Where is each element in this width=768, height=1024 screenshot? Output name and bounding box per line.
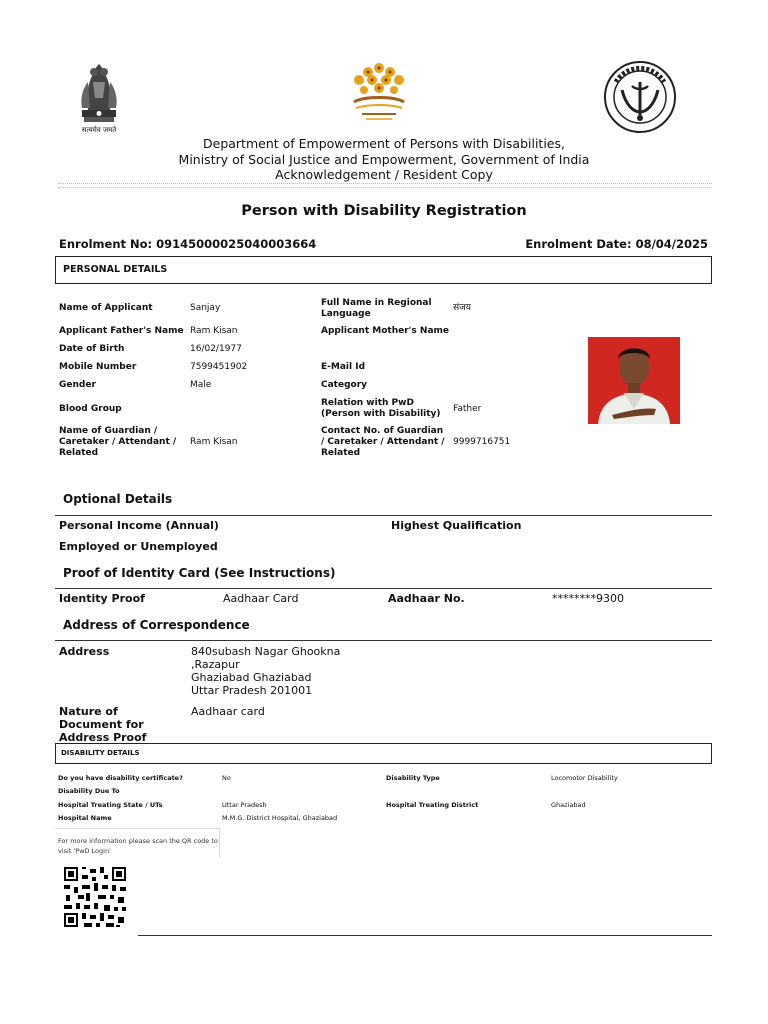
- personal-details-header: [55, 256, 712, 284]
- father-name-label: Applicant Father's Name: [59, 326, 184, 336]
- address-document-value: Aadhaar card: [191, 705, 265, 718]
- guardian-contact-label: Contact No. of Guardian / Caretaker / Attendant / Related: [321, 426, 445, 458]
- gender-label: Gender: [59, 380, 96, 390]
- identity-proof-label: Identity Proof: [59, 592, 145, 605]
- up-government-seal: [602, 60, 678, 134]
- enrolment-no-value: 09145000025040003664: [156, 237, 317, 251]
- regional-name-label: Full Name in Regional Language: [321, 298, 432, 319]
- qr-note: For more information please scan the QR code to visit 'PwD Login': [58, 837, 218, 855]
- regional-name-value: संजय: [453, 303, 471, 313]
- address-line-3: Ghaziabad Ghaziabad: [191, 671, 312, 684]
- disability-type-value: Locomotor Disability: [551, 774, 618, 782]
- address-line-1: 840subash Nagar Ghookna: [191, 645, 341, 658]
- copy-type-line: Acknowledgement / Resident Copy: [275, 167, 493, 182]
- relation-value: Father: [453, 404, 482, 414]
- aadhaar-label: Aadhaar No.: [388, 592, 465, 605]
- page-title: Person with Disability Registration: [241, 203, 527, 219]
- hospital-name-value: M.M.G. District Hospital, Ghaziabad: [222, 814, 338, 822]
- national-emblem-logo: [74, 58, 124, 136]
- department-line: Department of Empowerment of Persons with Disabilities,: [203, 136, 565, 151]
- hospital-name-label: Hospital Name: [58, 814, 112, 822]
- ministry-line: Ministry of Social Justice and Empowerment, Government of India: [178, 152, 590, 167]
- disability-type-label: Disability Type: [386, 774, 440, 782]
- enrolment-number: [59, 237, 316, 251]
- dob-value: 16/02/1977: [190, 344, 242, 354]
- personal-details-title: PERSONAL DETAILS: [63, 264, 168, 275]
- disability-due-label: Disability Due To: [58, 787, 120, 795]
- mobile-label: Mobile Number: [59, 362, 137, 372]
- optional-details-heading: Optional Details: [63, 492, 173, 506]
- enrolment-date-value: 08/04/2025: [635, 237, 708, 251]
- gender-value: Male: [190, 380, 212, 390]
- signature-line: [138, 935, 712, 936]
- header-divider-2: [58, 187, 712, 188]
- hospital-state-label: Hospital Treating State / UTs: [58, 801, 163, 809]
- identity-proof-value: Aadhaar Card: [223, 592, 299, 605]
- blood-group-label: Blood Group: [59, 404, 122, 414]
- address-rule: [55, 640, 712, 641]
- aadhaar-value: ********9300: [552, 592, 624, 605]
- father-name-value: Ram Kisan: [190, 326, 238, 336]
- guardian-value: Ram Kisan: [190, 437, 238, 447]
- disability-details-title: DISABILITY DETAILS: [61, 749, 140, 757]
- header-divider: [58, 183, 712, 184]
- address-line-4: Uttar Pradesh 201001: [191, 684, 313, 697]
- sugamya-bharat-logo: [344, 58, 414, 124]
- certificate-value: No: [222, 774, 231, 782]
- enrolment-date-label: Enrolment Date:: [525, 237, 632, 251]
- disability-details-header: [55, 743, 712, 764]
- qr-separator-vertical: [219, 828, 220, 858]
- emblem-motto: सत्यमेव जयते: [81, 126, 117, 134]
- email-label: E-Mail Id: [321, 362, 366, 372]
- category-label: Category: [321, 380, 368, 390]
- optional-details-rule: [55, 515, 712, 516]
- identity-rule: [55, 588, 712, 589]
- enrolment-date: [525, 237, 708, 251]
- hospital-district-value: Ghaziabad: [551, 801, 586, 809]
- name-label: Name of Applicant: [59, 303, 153, 313]
- guardian-label: Name of Guardian / Caretaker / Attendant / Related: [59, 426, 177, 458]
- employment-label: Employed or Unemployed: [59, 540, 218, 553]
- income-label: Personal Income (Annual): [59, 519, 219, 532]
- mobile-value: 7599451902: [190, 362, 248, 372]
- enrolment-no-label: Enrolment No:: [59, 237, 153, 251]
- address-document-label: Nature of Document for Address Proof: [59, 705, 147, 744]
- dob-label: Date of Birth: [59, 344, 125, 354]
- address-line-2: ,Razapur: [191, 658, 240, 671]
- address-label: Address: [59, 645, 110, 658]
- hospital-state-value: Uttar Pradesh: [222, 801, 267, 809]
- identity-heading: Proof of Identity Card (See Instructions): [63, 566, 336, 580]
- address-heading: Address of Correspondence: [63, 618, 250, 632]
- qr-code[interactable]: [62, 865, 128, 929]
- qualification-label: Highest Qualification: [391, 519, 522, 532]
- mother-name-label: Applicant Mother's Name: [321, 326, 449, 336]
- hospital-district-label: Hospital Treating District: [386, 801, 479, 809]
- relation-label: Relation with PwD (Person with Disability): [321, 398, 441, 419]
- guardian-contact-value: 9999716751: [453, 437, 511, 447]
- name-value: Sanjay: [190, 303, 221, 313]
- applicant-photo: [588, 337, 680, 424]
- qr-separator: [55, 828, 219, 829]
- certificate-label: Do you have disability certificate?: [58, 774, 183, 782]
